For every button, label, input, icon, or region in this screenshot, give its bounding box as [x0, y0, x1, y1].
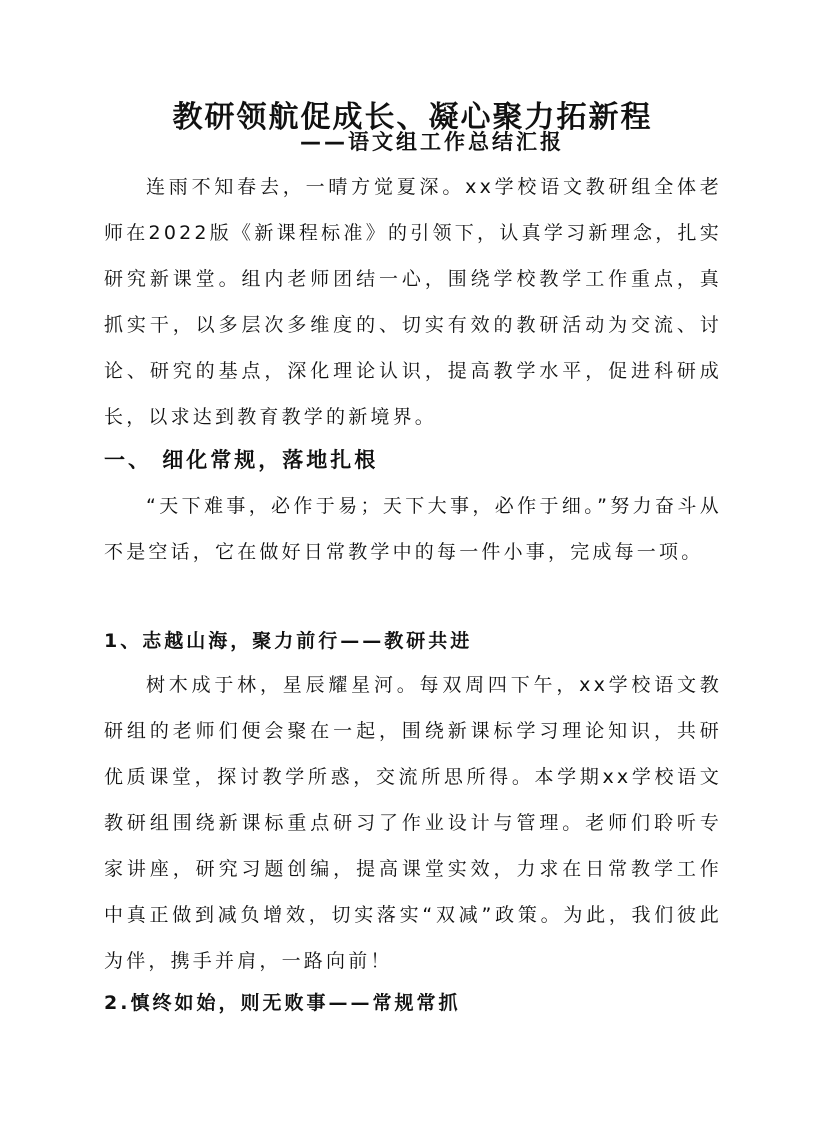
section1-paragraph: “天下难事，必作于易；天下大事，必作于细。”努力奋斗从不是空话，它在做好日常教学中的每一件小事，完成每一项。 — [104, 495, 722, 563]
subsection1-paragraph: 树木成于林，星辰耀星河。每双周四下午，xx学校语文教研组的老师们便会聚在一起，围绕新课标学习理论知识，共研优质课堂，探讨教学所惑，交流所思所得。本学期xx学校语文教研组围绕新课标重点研习了作业设计与管理。老师们聆听专家讲座，研究习题创编，提高课堂实效，力求在日常教学工作中真正做到减负增效，切实落实“双减”政策。为此，我们彼此为伴，携手并肩，一路向前！ — [104, 674, 722, 972]
section1-heading: 一、 细化常规，落地扎根 — [104, 448, 379, 472]
subsection2-heading: 2.慎终如始，则无败事——常规常抓 — [104, 992, 461, 1014]
intro-paragraph: 连雨不知春去，一晴方觉夏深。xx学校语文教研组全体老师在2022版《新课程标准》的引领下，认真学习新理念，扎实研究新课堂。组内老师团结一心，围绕学校教学工作重点，真抓实干，以多层次多维度的、切实有效的教研活动为交流、讨论、研究的基点，深化理论认识，提高教学水平，促进科研成长，以求达到教育教学的新境界。 — [104, 176, 722, 428]
subsection1-heading: 1、志越山海，聚力前行——教研共进 — [104, 630, 473, 652]
document-title: 教研领航促成长、凝心聚力拓新程 — [172, 100, 653, 136]
document-subtitle: ——语文组工作总结汇报 — [300, 130, 564, 154]
